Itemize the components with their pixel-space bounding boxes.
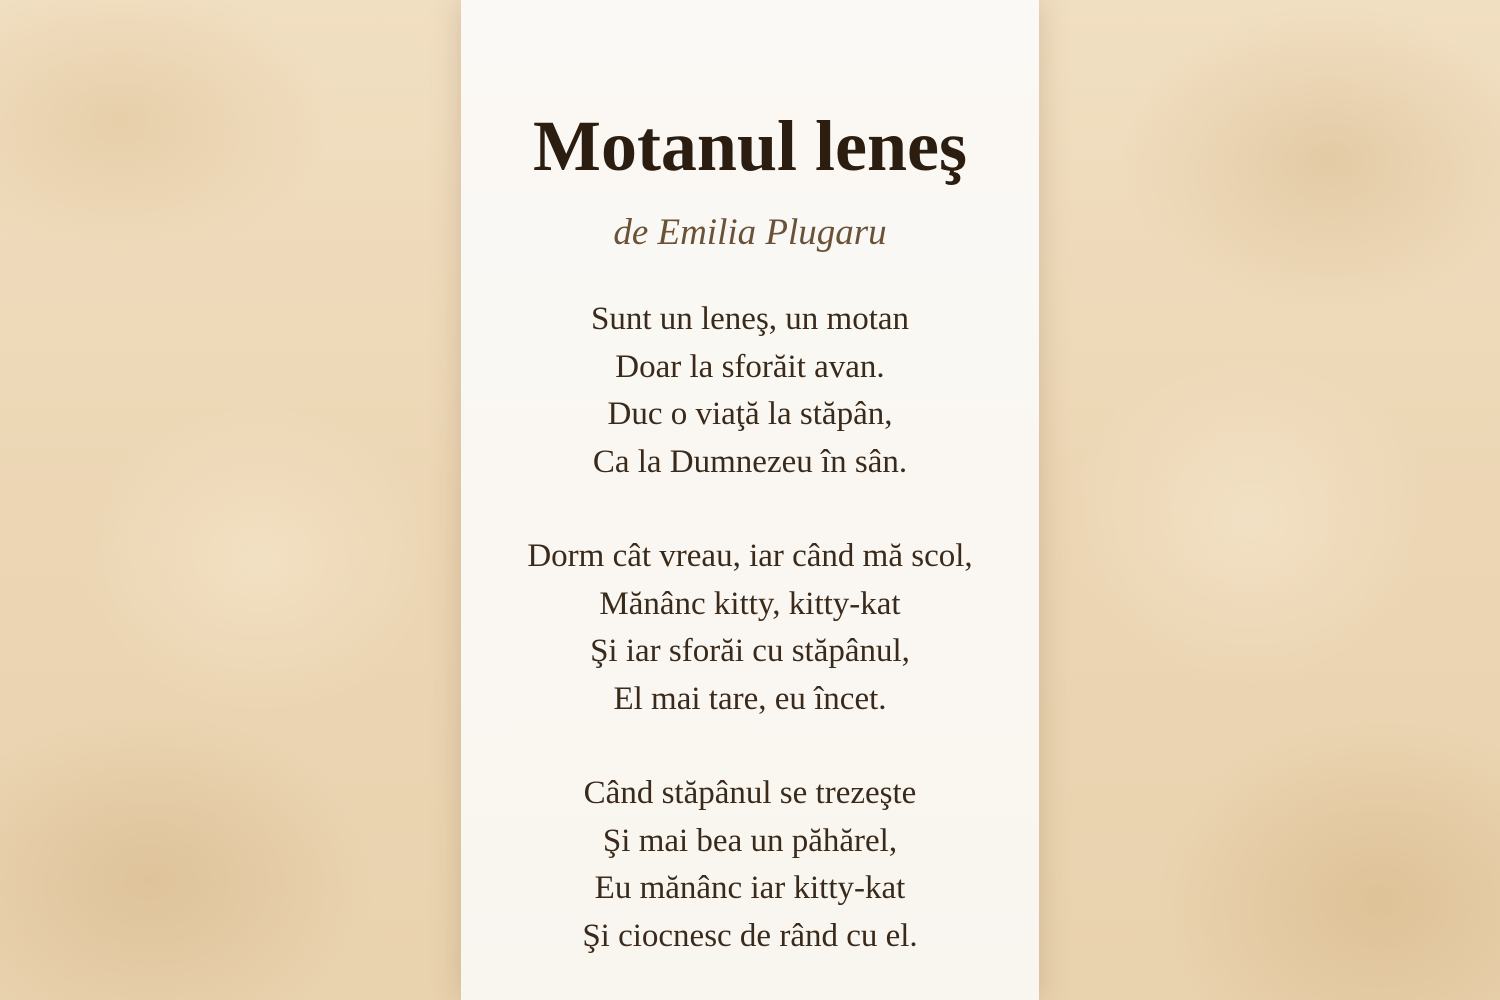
poem-line: Şi iar sforăi cu stăpânul, — [590, 633, 910, 669]
poem-line: Doar la sforăit avan. — [615, 348, 885, 385]
poem-line: Dorm cât vreau, iar când mă scol, — [527, 538, 973, 574]
poem-line: Când stăpânul se trezeşte — [583, 775, 917, 811]
stanza-2 — [461, 533, 1039, 723]
poem-line: Mănânc kitty, kitty-kat — [599, 585, 901, 622]
poem-line: Sunt un leneş, un motan — [590, 301, 910, 337]
poem-body — [461, 296, 1039, 960]
poem-page — [461, 0, 1039, 1000]
poem-line: Duc o viaţă la stăpân, — [607, 396, 893, 432]
poem-line: Eu mănânc iar kitty-kat — [594, 870, 906, 906]
poem-title: Motanul leneş — [532, 106, 967, 186]
poem-line: Şi mai bea un păhărel, — [602, 822, 898, 859]
poem-line: Şi ciocnesc de rând cu el. — [582, 917, 918, 954]
stanza-3 — [461, 770, 1039, 960]
poem-author: de Emilia Plugaru — [613, 212, 887, 253]
poem-line: Ca la Dumnezeu în sân. — [592, 443, 908, 480]
poem-line: El mai tare, eu încet. — [613, 680, 887, 717]
stanza-1 — [461, 296, 1039, 486]
